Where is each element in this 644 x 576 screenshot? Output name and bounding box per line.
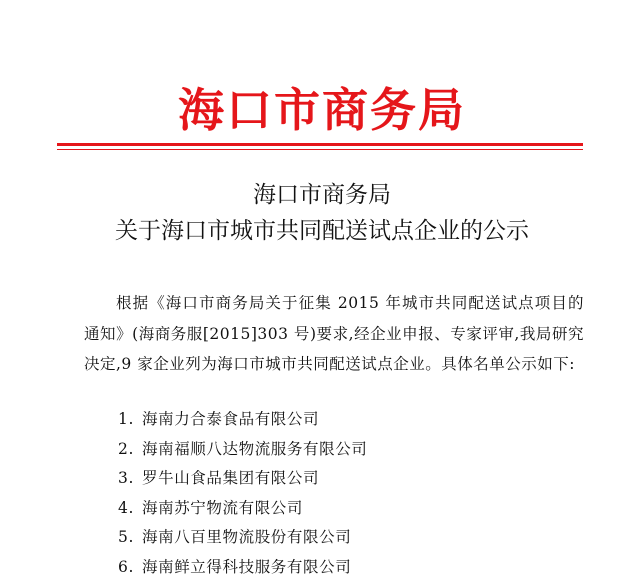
list-item: [118, 435, 367, 465]
list-item-number: 3.: [118, 469, 134, 487]
list-item-number: 4.: [118, 498, 134, 517]
list-item-name: 海南鲜立得科技服务有限公司: [142, 557, 352, 576]
list-item-name: 海南力合泰食品有限公司: [142, 410, 320, 428]
list-item-number: 1.: [118, 410, 134, 428]
list-item: [118, 405, 367, 435]
list-item-number: 5.: [118, 528, 134, 546]
list-item: [118, 464, 367, 494]
masthead-divider-thick: [57, 143, 583, 146]
notice-title-line1: 海口市商务局: [253, 182, 391, 208]
list-item: [118, 523, 367, 553]
notice-title-line2: 关于海口市城市共同配送试点企业的公示: [115, 218, 529, 244]
list-item: [118, 494, 367, 524]
list-item: [118, 553, 367, 576]
list-item-name: 罗牛山食品集团有限公司: [142, 469, 320, 487]
list-item-number: 6.: [118, 557, 134, 576]
masthead-divider-thin: [57, 149, 583, 150]
list-item-number: 2.: [118, 439, 134, 458]
company-list: [118, 405, 367, 576]
list-item-name: 海南苏宁物流有限公司: [142, 498, 304, 517]
masthead-title: 海口市商务局: [178, 83, 466, 137]
list-item-name: 海南八百里物流股份有限公司: [142, 528, 352, 546]
body-paragraph: 根据《海口市商务局关于征集 2015 年城市共同配送试点项目的通知》(海商务服[2015]303 号)要求,经企业申报、专家评审,我局研究决定,9 家企业列为海口市城市共同配送试点企业。具体名单公示如下:: [84, 294, 584, 373]
list-item-name: 海南福顺八达物流服务有限公司: [142, 439, 368, 458]
